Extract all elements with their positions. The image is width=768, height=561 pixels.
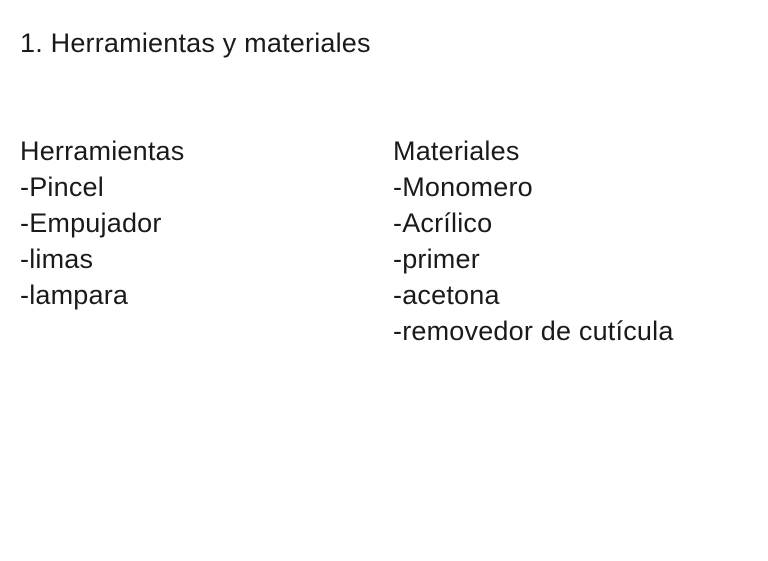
list-item: -primer	[393, 244, 480, 274]
list-item: -Monomero	[393, 172, 533, 202]
columns-container	[20, 133, 748, 349]
page-title: 1. Herramientas y materiales	[20, 28, 371, 58]
list-item: -limas	[20, 244, 94, 274]
column-materiales-heading: Materiales	[393, 136, 520, 166]
list-item: -Pincel	[20, 172, 104, 202]
column-herramientas-heading: Herramientas	[20, 136, 185, 166]
list-item: -lampara	[20, 280, 129, 310]
column-herramientas	[20, 133, 393, 313]
list-item: -acetona	[393, 280, 500, 310]
column-materiales	[393, 133, 748, 349]
list-item: -Acrílico	[393, 208, 493, 238]
list-item: -removedor de cutícula	[393, 316, 674, 346]
list-item: -Empujador	[20, 208, 162, 238]
